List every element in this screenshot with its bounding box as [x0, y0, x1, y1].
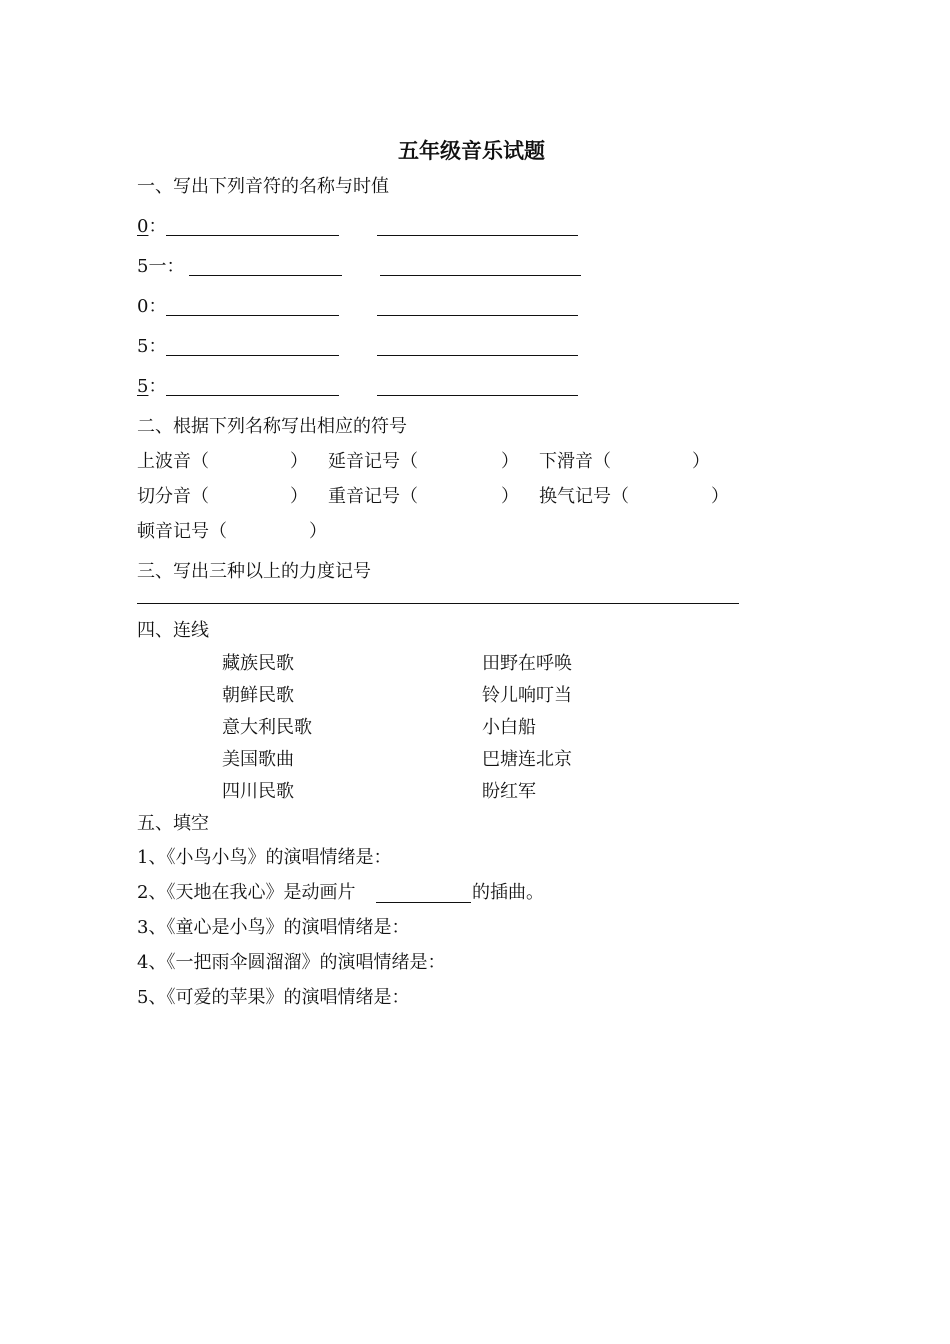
dynamics-answer-line[interactable] [137, 603, 739, 604]
match-right-item[interactable]: 田野在呼唤 [482, 653, 572, 674]
symbol-item-close: ） [501, 451, 519, 472]
note-colon: ： [148, 376, 167, 397]
fill-question-4: 4、《一把雨伞圆溜溜》的演唱情绪是： [137, 952, 446, 973]
note-symbol: 0 [137, 296, 149, 317]
fill-question-2-before: 2、《天地在我心》是动画片 [137, 882, 356, 903]
note-colon: ： [148, 216, 167, 237]
fill-question-3: 3、《童心是小鸟》的演唱情绪是： [137, 917, 410, 938]
fill-question-2-after: 的插曲。 [472, 882, 544, 903]
page-title: 五年级音乐试题 [398, 138, 545, 163]
symbol-item-close: ） [290, 486, 308, 507]
section3-heading: 三、写出三种以上的力度记号 [137, 561, 371, 582]
value-blank-1[interactable] [377, 235, 578, 236]
fill-question-5: 5、《可爱的苹果》的演唱情绪是： [137, 987, 410, 1008]
symbol-item-close: ） [290, 451, 308, 472]
note-colon: ： [148, 296, 167, 317]
name-blank-1[interactable] [166, 235, 339, 236]
symbol-item-label: 延音记号（ [328, 451, 418, 472]
value-blank-4[interactable] [377, 355, 578, 356]
note-row-4 [137, 338, 166, 356]
value-blank-3[interactable] [377, 315, 578, 316]
note-row-3 [137, 298, 166, 316]
match-left-item[interactable]: 四川民歌 [222, 781, 294, 802]
symbol-item-close: ） [711, 486, 729, 507]
match-left-item[interactable]: 藏族民歌 [222, 653, 294, 674]
match-right-item[interactable]: 盼红军 [482, 781, 536, 802]
name-blank-3[interactable] [166, 315, 339, 316]
match-left-item[interactable]: 美国歌曲 [222, 749, 294, 770]
note-symbol: 5一 [137, 256, 167, 277]
note-row-2 [137, 258, 184, 276]
symbol-item-label: 上波音（ [137, 451, 209, 472]
note-row-5 [137, 378, 166, 396]
section4-heading: 四、连线 [137, 620, 209, 641]
match-right-item[interactable]: 小白船 [482, 717, 536, 738]
note-symbol: 0 [137, 216, 149, 237]
section5-heading: 五、填空 [137, 813, 209, 834]
symbol-item-label: 换气记号（ [539, 486, 629, 507]
symbol-item-close: ） [309, 521, 327, 542]
note-row-1 [137, 218, 166, 236]
symbol-item-label: 下滑音（ [539, 451, 611, 472]
symbol-item-label: 切分音（ [137, 486, 209, 507]
fill-question-1: 1、《小鸟小鸟》的演唱情绪是： [137, 847, 392, 868]
symbol-item-close: ） [692, 451, 710, 472]
match-right-item[interactable]: 铃儿响叮当 [482, 685, 572, 706]
note-colon: ： [166, 256, 185, 277]
match-right-item[interactable]: 巴塘连北京 [482, 749, 572, 770]
section1-heading: 一、写出下列音符的名称与时值 [137, 176, 389, 197]
value-blank-5[interactable] [377, 395, 578, 396]
fill-blank-2[interactable] [376, 902, 471, 903]
symbol-item-label: 重音记号（ [328, 486, 418, 507]
value-blank-2[interactable] [380, 275, 581, 276]
note-symbol: 5 [137, 336, 149, 357]
symbol-item-close: ） [501, 486, 519, 507]
note-colon: ： [148, 336, 167, 357]
name-blank-5[interactable] [166, 395, 339, 396]
match-left-item[interactable]: 意大利民歌 [222, 717, 312, 738]
name-blank-4[interactable] [166, 355, 339, 356]
note-symbol: 5 [137, 376, 149, 397]
section2-heading: 二、根据下列名称写出相应的符号 [137, 416, 407, 437]
symbol-item-label: 顿音记号（ [137, 521, 227, 542]
name-blank-2[interactable] [189, 275, 342, 276]
match-left-item[interactable]: 朝鲜民歌 [222, 685, 294, 706]
